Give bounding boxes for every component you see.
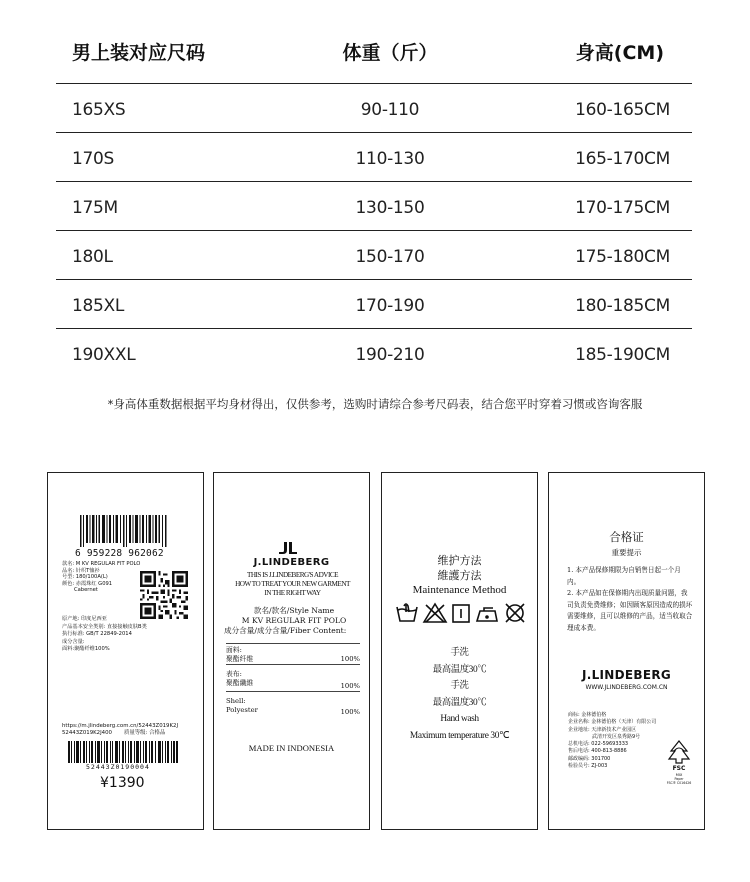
height-cell: 180-185CM <box>575 296 670 316</box>
made-in: MADE IN INDONESIA <box>248 743 335 753</box>
fsc-code: FSC® C016426 <box>666 781 692 785</box>
fsc-logo-icon <box>665 739 693 785</box>
company-line: 售后电话: 400-813-8886 <box>568 748 627 755</box>
table-row <box>56 329 692 378</box>
care-instructions <box>382 645 537 744</box>
brand-name: J.LINDEBERG <box>581 668 672 682</box>
height-cell: 165-170CM <box>575 149 670 169</box>
weight-cell: 130-150 <box>355 198 425 218</box>
fabric-row <box>226 695 360 717</box>
care-line: Maximum temperature 30℃ <box>409 730 510 741</box>
url-text: https://m.jlindeberg.com.cn/52443Z019K2J <box>62 723 179 729</box>
price: ¥1390 <box>100 775 145 791</box>
barcode-number: 52443Z0190004 <box>86 763 150 771</box>
fabric-label: 面料: <box>226 646 242 654</box>
title-line: 维护方法 <box>437 554 482 567</box>
warranty-text <box>567 565 693 635</box>
table-row <box>56 133 692 182</box>
hand-wash-icon <box>397 604 417 621</box>
product-info-2 <box>62 616 194 654</box>
fabric-tag <box>213 472 370 830</box>
care-line: Hand wash <box>440 714 479 724</box>
low-iron-icon <box>477 608 497 621</box>
info-line: 款名: M KV REGULAR FIT POLO <box>62 561 141 567</box>
height-cell: 185-190CM <box>575 345 670 365</box>
care-advice <box>220 571 365 598</box>
info-line: 号型: 180/100A(L) <box>62 574 108 581</box>
certificate-title: 合格证 <box>609 530 644 544</box>
maintenance-title-en: Maintenance Method <box>412 584 507 596</box>
maintenance-title-cn <box>382 553 537 583</box>
size-cell: 190XXL <box>72 345 136 365</box>
size-cell: 185XL <box>72 296 125 316</box>
info-line: 执行标准: GB/T 22849-2014 <box>62 631 132 638</box>
brand-name: J.LINDEBERG <box>253 557 330 568</box>
brand-website: WWW.JLINDEBERG.COM.CN <box>585 684 668 691</box>
no-dry-clean-icon <box>506 604 524 622</box>
info-line: 产品基本安全类别: 直接接触皮肤B类 <box>62 623 147 630</box>
style-code: 52443Z019K2J400 <box>62 730 112 736</box>
size-note: *身高体重数据根据平均身材得出，仅供参考，选购时请综合参考尺码表，结合您平时穿着习惯或咨询客服 <box>107 397 643 411</box>
fabric-label: Shell: <box>226 697 246 705</box>
qr-code-icon <box>140 571 188 619</box>
advice-line: IN THE RIGHT WAY <box>264 589 321 597</box>
certificate-subtitle: 重要提示 <box>611 548 642 557</box>
warranty-line: 1. 本产品保修期限为自销售日起一个月内。 <box>567 566 681 586</box>
company-line: 邮政编码: 301700 <box>568 755 611 762</box>
header-height: 身高(CM) <box>575 42 664 64</box>
care-line: 最高溫度30℃ <box>432 697 487 708</box>
fabric-row <box>226 668 360 692</box>
header-size: 男上装对应尺码 <box>72 42 206 64</box>
style-line: 款名/款名/Style Name <box>253 606 335 615</box>
warranty-line: 2. 本产品如在保修期内出现质量问题，我司负责免费维修；如因顾客原因造成的损坏需要维修，且可以维修的产品，适当收取合理成本费。 <box>567 589 693 632</box>
size-cell: 170S <box>72 149 115 169</box>
fsc-paper: Paper <box>674 777 684 781</box>
company-line: 企业名称: 金林德伯格（天津）有限公司 <box>568 719 657 726</box>
fsc-label: FSC <box>672 765 686 772</box>
size-cell: 180L <box>72 247 113 267</box>
care-line: 手洗 <box>450 648 469 658</box>
care-line: 手洗 <box>450 681 469 691</box>
style-line: 成分含量/成分含量/Fiber Content: <box>224 626 347 635</box>
company-line: 企业地址: 天津新技术产业园区 <box>568 726 637 733</box>
height-cell: 160-165CM <box>575 100 670 120</box>
company-line: 武清开发区泉秀路9号 <box>592 733 641 740</box>
style-line: M KV REGULAR FIT POLO <box>241 616 347 625</box>
barcode-number: 6 959228 962062 <box>75 548 164 559</box>
weight-cell: 190-210 <box>355 345 425 365</box>
table-row <box>56 280 692 329</box>
fabric-row <box>226 643 360 665</box>
info-line: 品名: 针织T恤衫 <box>62 567 100 574</box>
size-table-header <box>56 0 692 84</box>
table-row <box>56 84 692 133</box>
fabric-name: 聚酯纤维 <box>226 654 254 663</box>
barcode-icon <box>80 515 168 547</box>
fsc-mix: MIX <box>675 773 683 777</box>
care-line: 最高温度30℃ <box>432 664 487 675</box>
fabric-percent: 100% <box>340 682 360 691</box>
certificate-tag <box>548 472 705 830</box>
no-bleach-icon <box>424 604 446 622</box>
product-url <box>62 723 202 737</box>
fabric-percent: 100% <box>340 708 360 717</box>
tumble-dry-icon <box>453 605 469 622</box>
title-line: 維護方法 <box>437 569 482 582</box>
table-row <box>56 182 692 231</box>
table-row <box>56 231 692 280</box>
weight-cell: 150-170 <box>355 247 425 267</box>
company-line: 总机电话: 022-59693333 <box>568 741 629 748</box>
info-line: Cabernet <box>74 587 98 594</box>
care-tag <box>381 472 538 830</box>
price-tag <box>47 472 204 830</box>
size-cell: 175M <box>72 198 118 218</box>
weight-cell: 110-130 <box>355 149 425 169</box>
brand-logo-icon <box>278 541 298 555</box>
info-line: 成分含量: <box>62 638 85 645</box>
quality-grade: 质量等级: 合格品 <box>123 730 166 736</box>
header-weight: 体重（斤） <box>342 42 438 64</box>
fabric-name: 聚酯纖維 <box>226 678 254 687</box>
fabric-percent: 100% <box>340 655 360 664</box>
style-info <box>224 606 364 636</box>
company-info <box>568 712 678 770</box>
weight-cell: 170-190 <box>355 296 425 316</box>
height-cell: 170-175CM <box>575 198 670 218</box>
size-cell: 165XS <box>72 100 126 120</box>
fabric-name: Polyester <box>226 705 258 714</box>
height-cell: 175-180CM <box>575 247 670 267</box>
weight-cell: 90-110 <box>360 100 420 120</box>
info-line: 面料:聚酯纤维100% <box>62 646 110 653</box>
code-line <box>62 730 202 737</box>
advice-line: THIS IS J.LINDEBERG'S ADVICE <box>246 571 339 579</box>
barcode-icon <box>68 741 178 763</box>
info-line: 原产地: 印度尼西亚 <box>62 616 107 622</box>
fabric-label: 表布: <box>226 670 242 678</box>
advice-line: HOW TO TREAT YOUR NEW GARMENT <box>235 580 350 588</box>
company-line: 商标: 金林德伯格 <box>568 712 607 718</box>
size-table <box>56 0 692 378</box>
info-line: 颜色: 赤霞珠红 G091 <box>62 580 113 587</box>
product-info <box>62 561 144 594</box>
company-line: 检验员号: ZJ-003 <box>568 763 608 770</box>
care-symbols <box>394 601 530 625</box>
